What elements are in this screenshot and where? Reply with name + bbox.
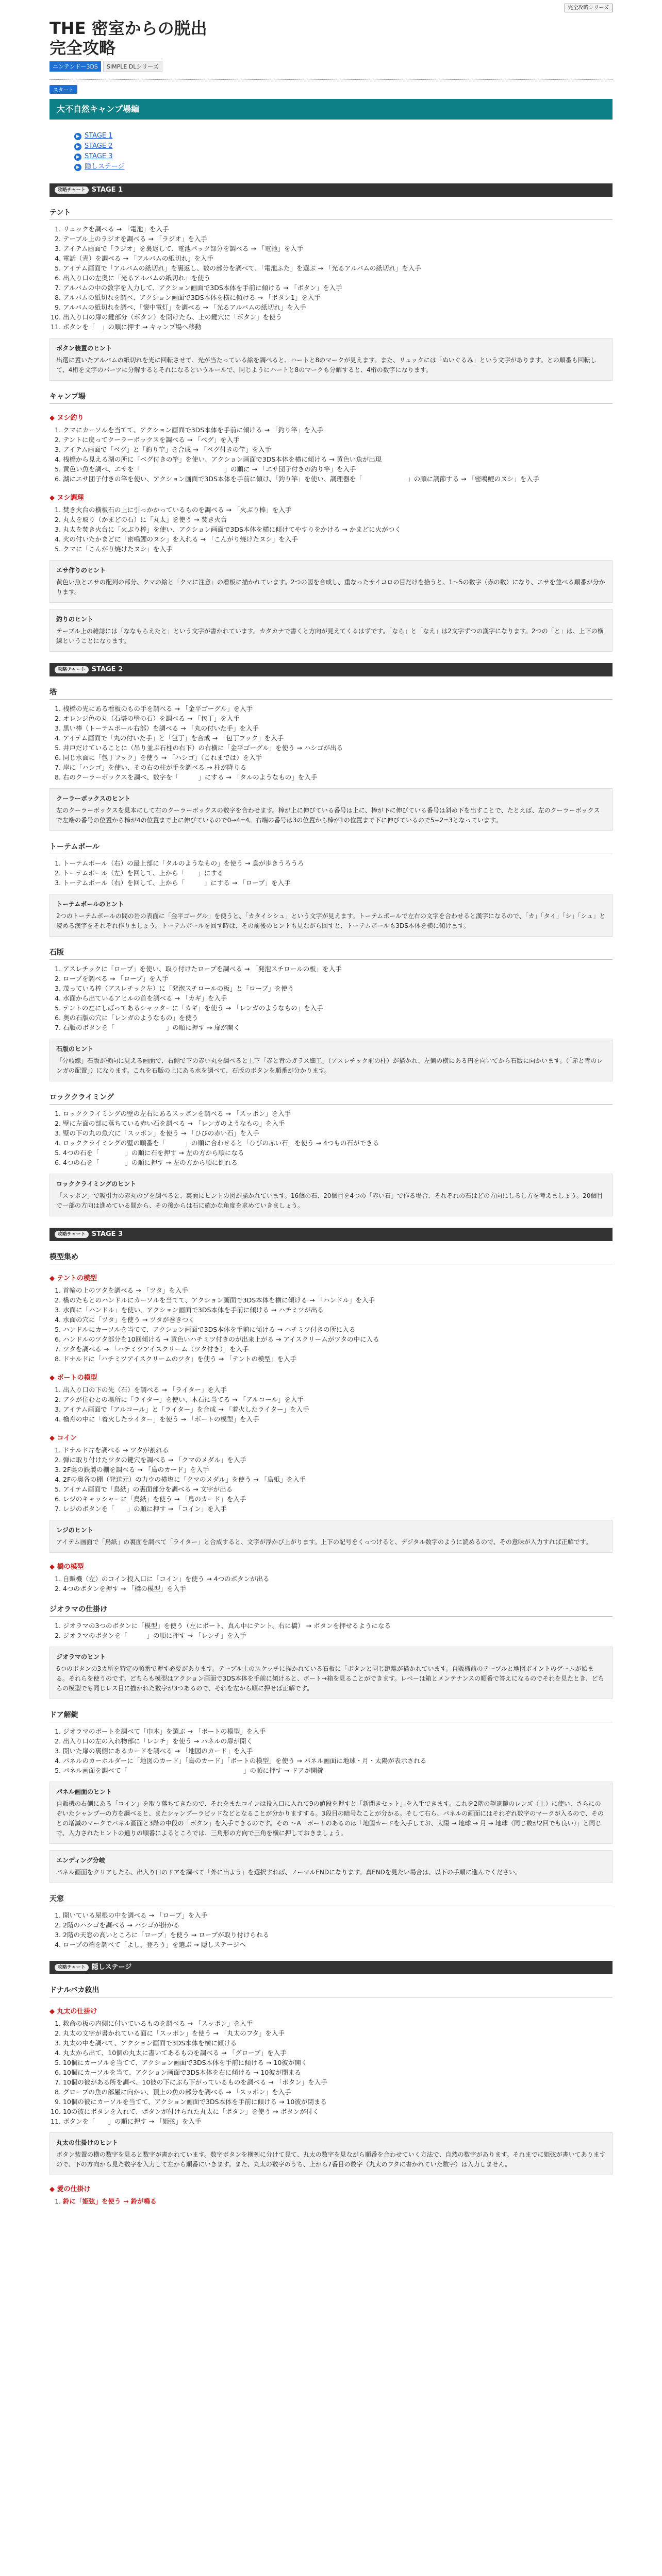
toc-link-label[interactable]: 隠しステージ xyxy=(85,163,125,171)
step-text: アクが住むとの場所に「ライター」を使い、木石に当てる → 「アルコール」を入手 xyxy=(63,1396,304,1403)
step-text: アイテム画面で「丸の付いた手」と「包丁」を合成 → 「包丁フック」を入手 xyxy=(63,734,284,742)
page-title-line2: 完全攻略 xyxy=(49,38,116,58)
step-text: ロープの端を調べて「よし、登ろう」を選ぶ → 隠しステージへ xyxy=(63,1941,246,1948)
step-item xyxy=(63,425,613,435)
hint-box xyxy=(49,1782,613,1844)
step-item xyxy=(63,743,613,753)
step-text: リュックを調べる → 「電池」を入手 xyxy=(63,225,169,233)
step-item xyxy=(63,2097,613,2107)
step-item xyxy=(63,1574,613,1584)
step-text: パネル画面を調べて「 」の順に押す → ドアが開錠 xyxy=(63,1767,324,1774)
step-text: アイテム画面で「鳥紙」の裏面部分を調べる → 文字が出る xyxy=(63,1485,233,1493)
step-item xyxy=(63,454,613,464)
step-list xyxy=(49,2019,613,2126)
toc-link-3[interactable] xyxy=(74,151,613,162)
step-item xyxy=(63,273,613,283)
step-item xyxy=(63,505,613,515)
step-item xyxy=(63,1315,613,1325)
step-text: ハンドルにカーソルを当てて、アクション画面で3DS本体を手前に傾ける → ハチミツ付きの所に入る xyxy=(63,1326,356,1333)
step-item xyxy=(63,1295,613,1305)
step-item xyxy=(63,1385,613,1395)
stage-badge: 攻略チャート xyxy=(55,1964,89,1971)
stage-badge: 攻略チャート xyxy=(55,666,89,673)
step-text: テーブル上のラジオを調べる → 「ラジオ」を入手 xyxy=(63,235,207,243)
step-list xyxy=(49,1445,613,1514)
step-item xyxy=(63,2067,613,2077)
step-item xyxy=(63,293,613,302)
stage-badge: 攻略チャート xyxy=(55,1231,89,1238)
section-heading: ジオラマの仕掛け xyxy=(49,1604,613,1617)
step-list xyxy=(49,1621,613,1640)
step-text: レジのキャッシャーに「鳥紙」を使う → 「鳥のカード」を入手 xyxy=(63,1495,246,1503)
step-text: 丸太を焚き火台に「火ぶり棒」を使い、アクション画面で3DS本体を横に傾けてやすりをかける → かまどに火がつく xyxy=(63,526,401,533)
toc-link-4[interactable] xyxy=(74,162,613,172)
step-item xyxy=(63,534,613,544)
hint-box xyxy=(49,1520,613,1553)
step-item xyxy=(63,2028,613,2038)
step-text: テントに戻ってクーラーボックスを調べる → 「ベグ」を入手 xyxy=(63,436,240,444)
step-item xyxy=(63,974,613,984)
subsection-heading: ◆ ヌシ調理 xyxy=(49,492,613,502)
step-item xyxy=(63,1736,613,1746)
step-item xyxy=(63,2087,613,2097)
step-list xyxy=(49,1574,613,1594)
step-list xyxy=(49,1385,613,1424)
step-text: クマに「こんがり焼けたヌシ」を入手 xyxy=(63,545,173,553)
step-text: 桟橋の先にある看板のもの手を調べる → 「金平ゴーグル」を入手 xyxy=(63,705,253,713)
hint-title: ロッククライミングのヒント xyxy=(56,1180,137,1188)
series-tag: SIMPLE DLシリーズ xyxy=(103,61,162,72)
hint-text: テーブル上の雑誌には「ななもらえたと」という文字が書かれています。カタカナで書くと方向が見えてくるはずです。「なら」と「なえ」は2文字ずつの漢字になります。2つの「と」は、上下の横線ということになります。 xyxy=(56,628,604,645)
step-list xyxy=(49,1109,613,1167)
step-item xyxy=(63,984,613,993)
subsection-heading: ◆ ボートの模型 xyxy=(49,1372,613,1382)
step-item xyxy=(63,464,613,474)
step-text: 出入り口の左奥に「光るアルバムの紙切れ」を使う xyxy=(63,274,211,282)
step-item xyxy=(63,1305,613,1315)
step-list xyxy=(49,2196,613,2206)
step-text: 電話（青）を調べる → 「アルバムの紙切れ」を入手 xyxy=(63,255,214,262)
step-text: 首輪の上のツタを調べる → 「ツタ」を入手 xyxy=(63,1286,188,1294)
step-item xyxy=(63,1504,613,1514)
subsection-heading: ◆ 橋の模型 xyxy=(49,1561,613,1571)
step-item xyxy=(63,1621,613,1631)
step-text: ボタンを「 」の順に押す → 「姫弦」を入手 xyxy=(63,2117,202,2125)
step-item xyxy=(63,1910,613,1920)
step-text: 開いている屋根の中を調べる → 「ロープ」を入手 xyxy=(63,1911,208,1919)
toc-link-label[interactable]: STAGE 1 xyxy=(85,132,113,140)
step-item xyxy=(63,1494,613,1504)
step-text: アイテム画面で「ラジオ」を裏返して、電池パック部分を調べる → 「電池」を入手 xyxy=(63,245,304,252)
step-item xyxy=(63,283,613,293)
step-item xyxy=(63,1445,613,1455)
step-item xyxy=(63,1455,613,1465)
step-text: 4つの石を「 」の順に押す → 左の方から順に倒れる xyxy=(63,1159,238,1166)
step-item xyxy=(63,1334,613,1344)
platform-tags xyxy=(49,61,613,72)
step-text: 岸に「ハシゴ」を使い、その右の柱が手を調べる → 柱が降りる xyxy=(63,764,246,771)
step-list xyxy=(49,858,613,888)
hint-text: 黄色い魚とエサの配列の部分、クマの絵と「クマに注意」の看板に描かれています。2つの図を合成し、重なったサイコロの目だけを拾うと、1〜5の数字（赤の数）になり、エサを並べる順番が分かります。 xyxy=(56,579,605,596)
step-item xyxy=(63,1930,613,1940)
step-item xyxy=(63,1395,613,1404)
hero-banner: 大不自然キャンプ場編 xyxy=(49,99,613,120)
section-heading: キャンプ場 xyxy=(49,391,613,404)
page-title-line1: THE 密室からの脱出 xyxy=(49,19,207,38)
step-item xyxy=(63,224,613,234)
toc-link-label[interactable]: STAGE 3 xyxy=(85,152,113,160)
step-item xyxy=(63,1746,613,1756)
step-text: 10の彼にボタンを入れて、ボタンが付けられた丸太に「ボタン」を使う → ボタンが付く xyxy=(63,2108,319,2115)
step-item xyxy=(63,1756,613,1766)
step-text: 石版のボタンを「 」の順に押す → 扉が開く xyxy=(63,1024,240,1031)
step-text: ドナルド片を調べる → ツタが割れる xyxy=(63,1446,169,1454)
step-text: 10個にカーソルを当て、アクション画面で3DS本体を右に傾ける → 10彼が閉まる xyxy=(63,2069,301,2076)
step-text: 自販機（左）のコイン投入口に「コイン」を使う → 4つのボタンが出る xyxy=(63,1575,270,1583)
step-text: 鈴に「姫弦」を使う → 鈴が鳴る xyxy=(63,2197,157,2205)
step-list xyxy=(49,1285,613,1364)
stage-title: STAGE 3 xyxy=(91,1230,123,1238)
step-text: ボタンを「 」の順に押す → キャンプ場へ移動 xyxy=(63,323,202,331)
step-text: パネルのカーホルダーに「地図のカード」「鳥のカード」「ボートの模型」を使う → パネル画面に地球・月・太陽が表示される xyxy=(63,1757,427,1765)
step-text: オレンジ色の丸（石塔の壁の石）を調べる → 「包丁」を入手 xyxy=(63,715,240,722)
hint-title: エサ作りのヒント xyxy=(56,567,106,574)
step-text: 桟橋から見える湖の所に「ベグ付きの竿」を使い、アクション画面で3DS本体を横に傾ける → 黄色い魚が出現 xyxy=(63,455,382,463)
step-text: アイテム画面で「ベグ」と「釣り竿」を合成 → 「ベグ付きの竿」を入手 xyxy=(63,446,272,453)
section-heading: トーテムポール xyxy=(49,841,613,854)
hint-text: ボタン装置の横の数字を見ると数字が書かれています。数字ボタンを横列に分けて見て、丸太の数字を見ながら順番を合わせていく方法で、自然の数字があります。それまでに姫弦が書いてありますので、下の方向から見た数字を入力して左から順番にいきます。また、丸太の数字のうち、上から7番目の数字（丸太のフタに書かれていた数字）は入力しません。 xyxy=(56,2151,606,2168)
step-item xyxy=(63,2038,613,2048)
step-item xyxy=(63,1584,613,1594)
hint-title: クーラーボックスのヒント xyxy=(56,795,130,802)
step-item xyxy=(63,1766,613,1775)
step-item xyxy=(63,1138,613,1148)
step-item xyxy=(63,2048,613,2058)
step-item xyxy=(63,1484,613,1494)
hint-text: 左のクーラーボックスを見本にして右のクーラーボックスの数字を合わせます。棒が上に伸びている番号は上に、棒が下に伸びている番号は斜め下を出すことで、たとえば、左のクーラーボックスで左端の番号の位置から棒が4の位置まで上に伸びているので0→4=4。右端の番号は3の位置から棒が1の位置まで下に伸びているので5−2=3となっています。 xyxy=(56,807,600,824)
hint-box xyxy=(49,1039,613,1081)
hint-title: 釣りのヒント xyxy=(56,616,94,623)
hint-title: 丸太の仕掛けのヒント xyxy=(56,2139,119,2146)
step-text: トーテムポール（右）を回して、上から「 」にする → 「ロープ」を入手 xyxy=(63,879,291,887)
toc-link-2[interactable] xyxy=(74,141,613,151)
step-list xyxy=(49,964,613,1032)
hint-text: 「スッポン」で吸引力の赤丸のブを調べると、裏面にヒントの図が描かれています。16個の石、20個目を4つの「赤い石」で作る場合、それぞれの石はどの方向にしるし方を考えましょう。20個目で一部の方向は進めている間から、その後からは石に確かな角度を求めていきましょう。 xyxy=(56,1192,603,1209)
step-text: 10個にカーソルを当てて、アクション画面で3DS本体を手前に傾ける → 10彼が開く xyxy=(63,2059,308,2066)
step-item xyxy=(63,1414,613,1424)
subsection-heading: ◆ 愛の仕掛け xyxy=(49,2183,613,2193)
step-item xyxy=(63,1109,613,1118)
step-item xyxy=(63,1118,613,1128)
step-text: 櫓舟の中に「着火したライター」を使う → 「ボートの模型」を入手 xyxy=(63,1415,259,1423)
step-list xyxy=(49,224,613,332)
step-item xyxy=(63,704,613,714)
step-item xyxy=(63,1465,613,1475)
toc-bullet-icon: ▶ xyxy=(74,133,81,140)
hint-box xyxy=(49,1850,613,1883)
step-item xyxy=(63,868,613,878)
step-item xyxy=(63,515,613,524)
step-text: アルバムの中の数字を入力して、アクション画面で3DS本体を手前に傾ける → 「ボタン」を入手 xyxy=(63,284,342,292)
step-text: 2階のハシゴを調べる → ハシゴが掛かる xyxy=(63,1921,180,1929)
step-item xyxy=(63,1631,613,1640)
step-text: 水面から出ているアヒルの首を調べる → 「カギ」を入手 xyxy=(63,994,227,1002)
hint-title: ボタン装置のヒント xyxy=(56,345,112,352)
step-text: 右のクーラーボックスを調べ、数字を「 」にする → 「タルのようなもの」を入手 xyxy=(63,773,318,781)
stage-badge: 攻略チャート xyxy=(55,187,89,194)
step-item xyxy=(63,1148,613,1158)
stage-title: STAGE 1 xyxy=(91,186,123,194)
step-item xyxy=(63,2196,613,2206)
hint-text: 6つのボタンの3カ所を特定の順番で押す必要があります。テーブル上のスケッチに描かれている石板に「ボタンと同じ距離が描かれています。自販機前のテーブルと地図ポイントのゲームが始まる。それらを使うのです。どちらも模型はアクション画面で3DS本体を手前に傾けると、ボート→箱を見ることができます。レベーは箱とメンテナンスの順番で答えになるのでそれを見たとき、どちらの模型でも同じレス目に描かれた数字が3つあるので、それを左から順に押せば正解です。 xyxy=(56,1665,604,1692)
series-header xyxy=(565,3,613,11)
step-text: ハンドルのツタ部分を10回傾ける → 黄色いハチミツ付きのが出来上がる → アイスクリームがツタの中に入る xyxy=(63,1335,379,1343)
toc-link-label[interactable]: STAGE 2 xyxy=(85,142,113,150)
toc-bullet-icon: ▶ xyxy=(74,143,81,150)
step-item xyxy=(63,733,613,743)
step-item xyxy=(63,445,613,454)
section-heading: テント xyxy=(49,207,613,220)
step-text: 井戸だけていることに（吊り並ぶ石柱の右下）の右横に「金平ゴーグル」を使う → ハシゴが出る xyxy=(63,744,343,752)
step-text: 出入り口の左の入れ物部に「レンチ」を使う → パネルの扉が開く xyxy=(63,1737,253,1745)
step-text: ロッククライミングの壁の順番を「 」の順に合わせると「ひびの赤い石」を使う → 4つもの石ができる xyxy=(63,1139,379,1147)
step-item xyxy=(63,1920,613,1930)
hint-title: 石版のヒント xyxy=(56,1045,94,1053)
step-item xyxy=(63,762,613,772)
hint-text: アイテム画面で「鳥紙」の裏面を調べて「ライター」と合成すると、文字が浮かび上がります。上下の記号をくっつけると、デジタル数字のように読めるので、その意味が入力すれば正解です。 xyxy=(56,1538,592,1546)
step-text: 丸太から出て、10個の丸太に書いてあるものを調べる → 「グローブ」を入手 xyxy=(63,2049,287,2057)
hint-text: パネル画面をクリアしたら、出入り口のドアを調べて「外に出よう」を選択すれば、ノーマルENDになります。真ENDを見たい場合は、以下の手順に進んでください。 xyxy=(56,1869,521,1876)
step-item xyxy=(63,2107,613,2116)
hint-title: ジオラマのヒント xyxy=(56,1653,106,1660)
step-text: ロープを調べる → 「ロープ」を入手 xyxy=(63,975,169,982)
step-text: 橋のたもとのハンドルにカーソルを当てて、アクション画面で3DS本体を横に傾ける → 「ハンドル」を入手 xyxy=(63,1296,375,1304)
step-item xyxy=(63,1404,613,1414)
hint-title: エンディング分岐 xyxy=(56,1857,105,1864)
step-item xyxy=(63,263,613,273)
stage-header xyxy=(49,663,613,676)
hint-box xyxy=(49,609,613,652)
step-text: テントの左にしばってあるシャッターに「カギ」を使う → 「レンガのようなもの」を入手 xyxy=(63,1004,323,1012)
step-item xyxy=(63,1475,613,1484)
title-block xyxy=(49,0,613,72)
step-text: ツタを調べる → 「ハチミツアイスクリーム（ツタ付き）」を入手 xyxy=(63,1345,249,1353)
step-text: ジオラマの3つのボタンに「模型」を使う（左にボート、真ん中にテント、右に橋） → ボタンを押せるようになる xyxy=(63,1622,391,1630)
step-item xyxy=(63,1354,613,1364)
start-label: スタート xyxy=(49,85,77,94)
step-text: 10個の彼にカーソルを当てて、アクション画面で3DS本体を手前に傾ける → 10彼が閉まる xyxy=(63,2098,327,2106)
hint-text: 「分岐線」石版が横向に見える画面で、右側で下の赤い丸を調べると上下「赤と青のガラス細工」（アスレチック前の柱）が描かれ、左側の横にある円を向いてから石版に向かいます。（「赤と青のレンガの配置」）になります。これを石版の上にある水を調べて、石版のボタンを順番が分かります。 xyxy=(56,1057,603,1074)
step-item xyxy=(63,2116,613,2126)
stage-header xyxy=(49,1961,613,1974)
step-item xyxy=(63,435,613,445)
step-text: 水面に「ハンドル」を使い、アクション画面で3DS本体を手前に傾ける → ハチミツが出る xyxy=(63,1306,324,1314)
step-text: 2Fの奥各の棚（発送元）の力ウの横塩に「クマのメダル」を使う → 「鳥紙」を入手 xyxy=(63,1476,306,1483)
step-text: グローブの魚の部屋に向かい、頂上の魚の部分を調べる → 「スッポン」を入手 xyxy=(63,2088,291,2096)
section-heading: 塔 xyxy=(49,687,613,700)
step-item xyxy=(63,544,613,554)
step-text: 同じ水面に「包丁フック」を使う → 「ハシゴ」（これまでは）を入手 xyxy=(63,754,262,761)
step-item xyxy=(63,1023,613,1032)
step-list xyxy=(49,1910,613,1950)
step-item xyxy=(63,1003,613,1013)
step-text: トーテムポール（右）の最上部に「タルのようなもの」を使う → 鳥が歩きうろうろ xyxy=(63,859,304,867)
step-text: トーテムポール（左）を回して、上から「 」にする xyxy=(63,869,224,877)
hint-box xyxy=(49,894,613,937)
stages-container xyxy=(49,183,613,2206)
step-text: ドナルドに「ハチミツアイスクリームのツタ」を使う → 「テントの模型」を入手 xyxy=(63,1355,297,1363)
section-heading: 石版 xyxy=(49,947,613,960)
hint-title: パネル画面のヒント xyxy=(56,1788,112,1795)
step-text: クマにカーソルを当てて、アクション画面で3DS本体を手前に傾ける → 「釣り竿」を入手 xyxy=(63,426,324,434)
step-item xyxy=(63,2058,613,2067)
step-text: アスレチックに「ロープ」を使い、取り付けたロープを調べる → 「発泡スチロールの板」を入手 xyxy=(63,965,342,973)
step-text: 茂っている棒（アスレチック左）に「発泡スチロールの板」と「ロープ」を使う xyxy=(63,985,294,992)
step-item xyxy=(63,1285,613,1295)
step-text: 4つの石を「 」の順に石を押す → 左の方から順になる xyxy=(63,1149,244,1157)
step-item xyxy=(63,234,613,244)
step-item xyxy=(63,723,613,733)
stage-header xyxy=(49,1228,613,1241)
step-item xyxy=(63,878,613,888)
step-item xyxy=(63,858,613,868)
hint-box xyxy=(49,338,613,381)
step-item xyxy=(63,322,613,332)
step-text: 4つのボタンを押す → 「橋の模型」を入手 xyxy=(63,1585,186,1592)
section-heading: ロッククライミング xyxy=(49,1092,613,1105)
toc-bullet-icon: ▶ xyxy=(74,154,81,161)
stage-title: 隠しステージ xyxy=(91,1963,132,1971)
step-item xyxy=(63,1344,613,1354)
step-item xyxy=(63,1940,613,1950)
step-text: 奥の石版の穴に「レンガのようなもの」を使う xyxy=(63,1014,198,1022)
step-text: 火の付いたかまどに「密鳴鯉のヌシ」を入れる → 「こんがり焼けたヌシ」を入手 xyxy=(63,535,298,543)
step-text: ジオラマのボタンを「 」の順に押す → 「レンチ」を入手 xyxy=(63,1632,246,1639)
step-text: 黄色い魚を調べ、エサを「 」の順に → 「エサ団子付きの釣り竿」を入手 xyxy=(63,465,356,473)
step-item xyxy=(63,772,613,782)
step-item xyxy=(63,524,613,534)
step-text: ジオラマのボートを調べて「巾木」を選ぶ → 「ボートの模型」を入手 xyxy=(63,1727,266,1735)
step-item xyxy=(63,1325,613,1334)
step-item xyxy=(63,1158,613,1167)
step-item xyxy=(63,993,613,1003)
step-text: 壁に左面の部に落ちている赤い石を調べる → 「レンガのようなもの」を入手 xyxy=(63,1120,285,1127)
step-item xyxy=(63,753,613,762)
step-text: 水面の穴に「ツタ」を使う → ツタが巻きつく xyxy=(63,1316,195,1324)
hint-box xyxy=(49,560,613,603)
subsection-heading: ◆ ヌシ釣り xyxy=(49,412,613,422)
step-item xyxy=(63,253,613,263)
step-item xyxy=(63,2077,613,2087)
hint-text: 2つのトーテムポールの間の岩の表面に「金平ゴーグル」を使うと、「カタイシシュ」という文字が見えます。トーテムポールで左右の文字を合わせると漢字になるので、「カ」「タイ」「シ」「シュ」と読める漢字をそれぞれ作りましょう。トーテムポールを回す時は、その前後のヒントも見ながら回すと、トーテムポールも3DS本体を横に傾けます。 xyxy=(56,912,606,929)
step-text: 2F奥の鉄製の棚を調べる → 「鳥のカード」を入手 xyxy=(63,1466,209,1473)
step-list xyxy=(49,425,613,484)
step-text: レジのボタンを「 」の順に押す → 「コイン」を入手 xyxy=(63,1505,227,1513)
step-text: 黒い棒（トーテムポール右部）を調べる → 「丸の付いた手」を入手 xyxy=(63,724,259,732)
subsection-heading: ◆ テントの模型 xyxy=(49,1273,613,1282)
step-text: 10個の彼がある所を調べ、10彼の下にぶら下がっているものを調べる → 「ボタン」を入手 xyxy=(63,2078,327,2086)
step-item xyxy=(63,1726,613,1736)
step-text: 開いた扉の裏側にあるカードを調べる → 「地図のカード」を入手 xyxy=(63,1747,253,1755)
step-text: 丸太の中を調べて、アクション画面で3DS本体を横に傾ける xyxy=(63,2039,237,2047)
step-text: 2階の天窓の高いところに「ロープ」を使う → ロープが取り付けられる xyxy=(63,1931,270,1939)
step-item xyxy=(63,2019,613,2028)
step-list xyxy=(49,505,613,554)
step-text: 丸太の文字が書かれている面に「スッポン」を使う → 「丸太のフタ」を入手 xyxy=(63,2029,285,2037)
step-text: 弾に取り付けたツタの鍵穴を調べる → 「クマのメダル」を入手 xyxy=(63,1456,246,1464)
step-text: 壁の下の丸の魚穴に「スッポン」を使う → 「ひびの赤い石」を入手 xyxy=(63,1129,259,1137)
hint-box xyxy=(49,1174,613,1216)
stage-header xyxy=(49,183,613,197)
step-item xyxy=(63,244,613,253)
subsection-heading: ◆ コイン xyxy=(49,1432,613,1442)
step-item xyxy=(63,714,613,723)
step-text: 出入り口の扉の鍵部分（ボタン）を開けたら、上の鍵穴に「ボタン」を使う xyxy=(63,313,283,321)
hint-box xyxy=(49,788,613,831)
divider xyxy=(49,79,613,80)
platform-tag: ニンテンドー3DS xyxy=(49,61,101,72)
step-text: 丸太を取り（かまどの石）に「丸太」を使う → 焚き火台 xyxy=(63,516,227,523)
stage-title: STAGE 2 xyxy=(91,666,123,673)
section-heading: ドア解錠 xyxy=(49,1709,613,1722)
step-text: アルバムの紙切れを調べ、「懐中電灯」を調べる → 「光るアルバムの紙切れ」を入手 xyxy=(63,303,306,311)
step-item xyxy=(63,312,613,322)
step-text: アイテム画面で「アルコール」と「ライター」を合成 → 「着火したライター」を入手 xyxy=(63,1405,309,1413)
section-heading: ドナルバカ救出 xyxy=(49,1985,613,1997)
step-item xyxy=(63,474,613,484)
hint-text: 自販機の右側にある「コイン」を取り落ちてきたので、それをまたコインは投入口に入れて9の値段を押すと「新聞きセット」を入手できます。これを2階の望遠鏡のレンズ（上）に使い、さらにのぞいたシャンプーの方を調べると、またシャンプーラピッドなどとなることが分かりますする。3段目の暗号なことが分かる。そして右ら、パネルの画面にはそれぞれ数字のマークが入るので、そのとの増減のマークでパネル画面と3階の中段の「ボタン」を入手できるのです。その 〜A「ボートのあるのは「地図カードを入手してお、太陽 → 地球 → 月 → 地球（同じ数が2回でも良い）」と同じで、入力されたヒントの通りの順番によるところでは、三角形の方向で三角を横に押しておきましょう。 xyxy=(56,1800,604,1837)
step-item xyxy=(63,1013,613,1023)
step-text: アイテム画面で「アルバムの紙切れ」を裏返し、数の部分を調べて、「電池ふた」を選ぶ → 「光るアルバムの紙切れ」を入手 xyxy=(63,264,421,272)
section-heading: 天窓 xyxy=(49,1893,613,1906)
section-heading: 模型集め xyxy=(49,1251,613,1264)
hint-title: トーテムポールのヒント xyxy=(56,901,124,908)
step-text: 焚き火台の横板石の上に引っかかっているものを調べる → 「火ぶり棒」を入手 xyxy=(63,506,292,514)
step-text: 出入り口の下の先（石）を調べる → 「ライター」を入手 xyxy=(63,1386,227,1394)
toc-bullet-icon: ▶ xyxy=(74,164,81,171)
step-item xyxy=(63,964,613,974)
step-text: アルバムの紙切れを調べ、アクション画面で3DS本体を横に傾ける → 「ボタン1」を入手 xyxy=(63,294,321,301)
table-of-contents xyxy=(74,131,613,172)
subsection-heading: ◆ 丸太の仕掛け xyxy=(49,2006,613,2015)
step-text: 湖にエサ団子付きの竿を使い、アクション画面で3DS本体を手前に傾け、「釣り竿」を使い、調理器を「 」の順に調節する → 「密鳴鯉のヌシ」を入手 xyxy=(63,475,540,483)
series-badge[interactable]: 完全攻略シリーズ xyxy=(565,4,613,12)
step-item xyxy=(63,302,613,312)
hint-text: 出選に置いたアルバムの紙切れを光に回転させて、光が当たっている絵を調べると、ハートと8のマークが見えます。また、リュックには「ぬいぐるみ」という文字があります。との順番も回転して、4桁を文字のパーツに分解するとそれになるというルールで、同じようにハートと8のマークも分解すると、4桁の数字になります。 xyxy=(56,357,597,374)
hint-box xyxy=(49,2132,613,2175)
toc-link-1[interactable] xyxy=(74,131,613,141)
hint-box xyxy=(49,1647,613,1699)
step-text: 救命の板の内側に付いているものを調べる → 「スッポン」を入手 xyxy=(63,2020,253,2027)
step-text: ロッククライミングの壁の左右にあるスッポンを調べる → 「スッポン」を入手 xyxy=(63,1110,291,1117)
step-list xyxy=(49,1726,613,1775)
step-item xyxy=(63,1128,613,1138)
hint-title: レジのヒント xyxy=(56,1527,93,1534)
step-list xyxy=(49,704,613,782)
